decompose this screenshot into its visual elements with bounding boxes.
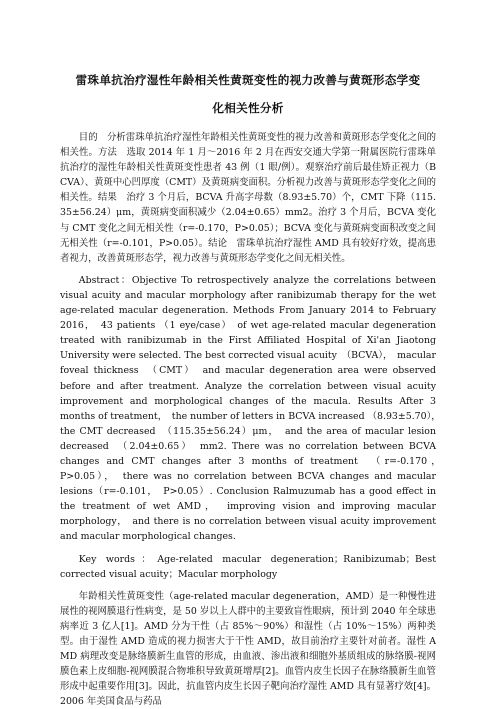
introduction-paragraph: 年龄相关性黄斑变性（age-related macular degeneration，AMD）是一种慢性进展性的视网膜退行性病变，是 50 岁以上人群中的主要致盲性眼病，预计到 2040 年全球患病率近 3 亿人[1]。AMD 分为干性（占 85%～90%）和湿性（占 10%～15%）两种类型。由于湿性 AMD 造成的视力损害大于干性 AMD，故目前治疗主要针对前者。湿性 AMD 病理改变是脉络膜新生血管的形成，由血液、渗出液和细胞外基质组成的脉络膜-视网膜色素上皮细胞-视网膜混合物堆积导致黄斑增厚[2]。血管内皮生长因子在脉络膜新生血管形成中起重要作用[3]。因此，抗血管内皮生长因子靶向治疗湿性 AMD 具有显著疗效[4]。2006 年美国食品与药品 (60, 590, 436, 708)
paper-title-line-1: 雷珠单抗治疗湿性年龄相关性黄斑变性的视力改善与黄斑形态学变 (75, 73, 421, 87)
paper-title-line-2: 化相关性分析 (212, 101, 284, 115)
document-page (60, 66, 446, 709)
chinese-abstract: 目的 分析雷珠单抗治疗湿性年龄相关性黄斑变性的视力改善和黄斑形态学变化之间的相关性。方法 选取 2014 年 1 月～2016 年 2 月在西安交通大学第一附属医院行雷珠单抗治疗的湿性年龄相关性黄斑变性患者 43 例（1 眼/例）。观察治疗前后最佳矫正视力（BCVA）、黄斑中心凹厚度（CMT）及黄斑病变面积。分析视力改善与黄斑形态学变化之间的相关性。结果 治疗 3 个月后，BCVA 升高字母数（8.93±5.70）个，CMT 下降（115.35±56.24）μm，黄斑病变面积减少（2.04±0.65）mm2。治疗 3 个月后，BCVA 变化与 CMT 变化之间无相关性（r=-0.170，P>0.05）；BCVA 变化与黄斑病变面积改变之间无相关性（r=-0.101，P>0.05）。结论 雷珠单抗治疗湿性 AMD 具有较好疗效，提高患者视力，改善黄斑形态学，视力改善与黄斑形态学变化之间无相关性。 (60, 132, 436, 264)
english-abstract: Abstract：Objective To retrospectively analyze the correlations between visual acuity and macular morphology after ranibizumab therapy for the wet age-related macular degeneration. Methods From January 2014 to February 2016， 43 patients （1 eye/case） of wet age-related macular degeneration treated with ranibizumab in the First Affiliated Hospital of Xi'an Jiaotong University were selected. The best corrected visual acuity （BCVA）， macular foveal thickness （CMT） and macular degeneration area were observed before and after treatment. Analyze the correlation between visual acuity improvement and morphological changes of the macula. Results After 3 months of treatment， the number of letters in BCVA increased （8.93±5.70）， the CMT decreased （115.35±56.24）μm， and the area of macular lesion decreased （2.04±0.65） mm2. There was no correlation between BCVA changes and CMT changes after 3 months of treatment （r=-0.170， P>0.05）， there was no correlation between BCVA changes and macular lesions（r=-0.101， P>0.05）. Conclusion Ralmuzumab has a good effect in the treatment of wet AMD， improving vision and improving macular morphology， and there is no correlation between visual acuity improvement and macular morphological changes. (60, 274, 446, 543)
paper-title (60, 66, 436, 122)
keywords: Key words：Age-related macular degeneration；Ranibizumab；Best corrected visual acuity；Macular morphology (60, 553, 436, 580)
